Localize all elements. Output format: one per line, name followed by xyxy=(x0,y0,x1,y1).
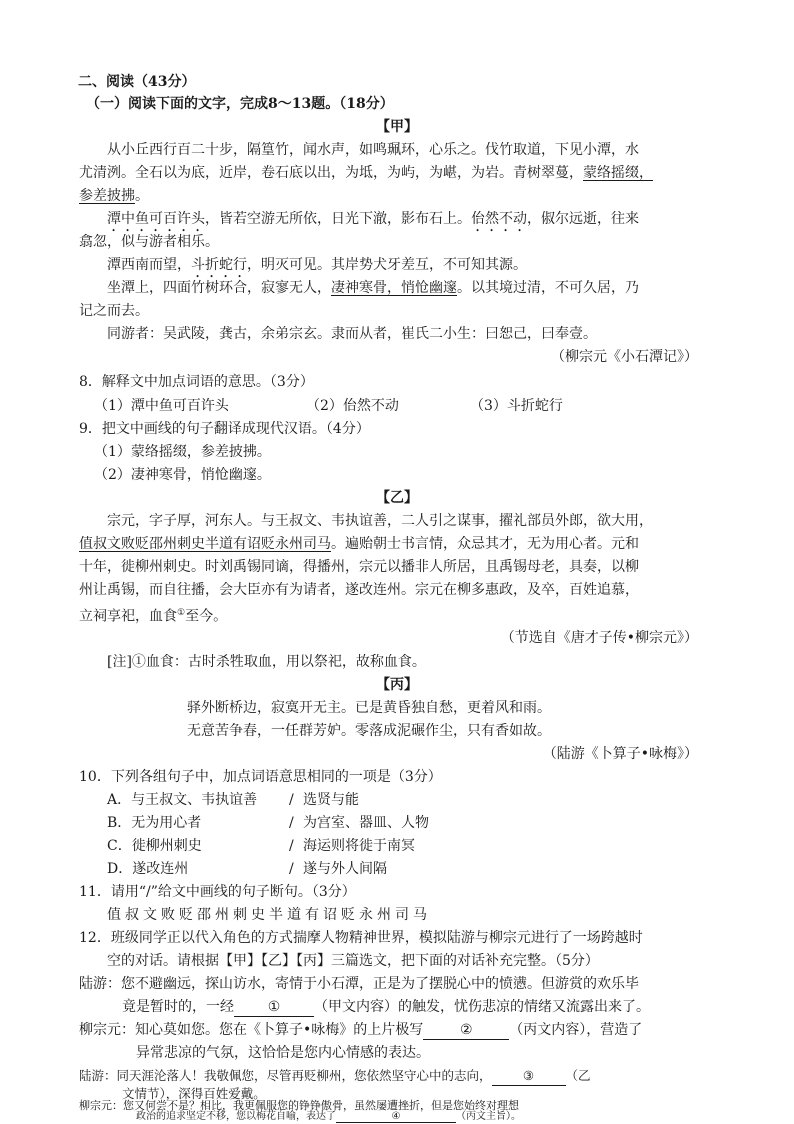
passage-yi-line: 立祠享祀，血食①至今。 xyxy=(79,608,228,625)
answer-blank-1[interactable]: ① xyxy=(234,998,314,1017)
passage-jia-line: 翕忽，似与游者相乐。 xyxy=(79,234,219,250)
passage-jia-source: （柳宗元《小石潭记》） xyxy=(551,349,698,365)
passage-yi-label: 【乙】 xyxy=(376,490,418,506)
dialogue-line: 竟是暂时的，一经 ① （甲文内容）的触发，忧伤悲凉的情绪又流露出来了。 xyxy=(122,999,650,1015)
passage-jia-line: 潭西南而望，斗折蛇行，明灭可见。其岸势犬牙差互，不可知其源。 xyxy=(107,257,527,273)
passage-jia-line: 尤清洌。全石以为底，近岸，卷石底以出，为坻，为屿，为嵁，为岩。青树翠蔓，蒙络摇缀， xyxy=(79,165,653,181)
poem-line: 驿外断桥边，寂寞开无主。已是黄昏独自愁，更着风和雨。 xyxy=(187,700,551,716)
question-11-text: 值叔文败贬邵州刺史半道有诏贬永州司马 xyxy=(107,907,431,923)
dialogue-line: 异常悲凉的气氛，这恰恰是您内心情感的表达。 xyxy=(136,1045,430,1061)
answer-blank-2[interactable]: ② xyxy=(423,1021,509,1040)
question-10-option: A．与王叔文、韦执谊善 / 选贤与能 xyxy=(107,792,359,808)
passage-yi-line: 州让禹锡，而自往播，会大臣亦有为请者，遂改连州。宗元在柳多惠政，及卒，百姓追慕， xyxy=(79,582,639,598)
answer-blank-4[interactable]: ④ xyxy=(336,1111,456,1123)
footnote-marker: ① xyxy=(177,608,186,618)
passage-jia-line: 潭中鱼可百许头，皆若空游无所依，日光下澈，影布石上。佁然不动，俶尔远逝，往来 xyxy=(107,211,639,227)
passage-jia-line: 参差披拂。 xyxy=(79,188,149,204)
question-10-option: B．无为用心者 / 为宫室、器皿、人物 xyxy=(107,815,429,831)
question-8-stem: 8．解释文中加点词语的意思。（3分） xyxy=(79,374,314,390)
section-subtitle: （一）阅读下面的文字，完成8～13题。（18分） xyxy=(86,96,394,112)
underlined-sentence: 参差披拂 xyxy=(79,188,135,204)
question-12-stem: 空的对话。请根据【甲】【乙】【丙】三篇选文，把下面的对话补充完整。（5分） xyxy=(107,953,599,969)
dialogue-line: 陆游：您不避幽远，探山访水，寄情于小石潭，正是为了摆脱心中的愤懑。但游赏的欢乐毕 xyxy=(79,976,639,992)
underlined-sentence: 蒙络摇缀， xyxy=(583,165,653,181)
underlined-sentence: 值叔文败贬邵州刺史半道有诏贬永州司马 xyxy=(79,536,331,552)
passage-yi-source: （节选自《唐才子传•柳宗元》） xyxy=(500,630,698,646)
question-10-stem: 10．下列各组句子中，加点词语意思相同的一项是（3分） xyxy=(79,769,442,785)
question-11-stem: 11．请用“/”给文中画线的句子断句。（3分） xyxy=(79,884,356,900)
passage-yi-line: 宗元，字子厚，河东人。与王叔文、韦执谊善，二人引之谋事，擢礼部员外郎，欲大用， xyxy=(107,513,653,529)
section-title: 二、阅读（43分） xyxy=(78,74,196,90)
passage-bing-label: 【丙】 xyxy=(376,677,418,693)
question-9-stem: 9．把文中画线的句子翻译成现代汉语。（4分） xyxy=(79,421,370,437)
passage-jia-line: 从小丘西行百二十步，隔篁竹，闻水声，如鸣珮环，心乐之。伐竹取道，下见小潭，水 xyxy=(107,142,639,158)
passage-jia-line: 坐潭上，四面竹树环合，寂寥无人，凄神寒骨，悄怆幽邃。以其境过清，不可久居，乃 xyxy=(107,280,639,296)
question-8-item: （3）斗折蛇行 xyxy=(470,398,563,414)
question-9-item: （1）蒙络摇缀，参差披拂。 xyxy=(94,444,271,460)
question-8-item: （2）佁然不动 xyxy=(306,398,399,414)
dialogue-line: 陆游：同天涯沦落人！我敬佩您，尽管再贬柳州，您依然坚守心中的志向， ③ （乙 xyxy=(79,1066,591,1086)
question-9-item: （2）凄神寒骨，悄怆幽邃。 xyxy=(94,467,271,483)
dotted-phrase: 佁然不动 xyxy=(471,211,527,227)
dialogue-line: 柳宗元：您又何尝不是？相比，我更佩服您的铮铮傲骨，虽然屡遭挫折，但是您始终对理想 xyxy=(79,1099,519,1112)
poem-line: 无意苦争春，一任群芳妒。零落成泥碾作尘，只有香如故。 xyxy=(187,723,551,739)
question-8-item: （1）潭中鱼可百许头 xyxy=(94,398,229,414)
question-10-option: C．徙柳州刺史 / 海运则将徙于南冥 xyxy=(107,838,415,854)
passage-bing-source: （陆游《卜算子•咏梅》） xyxy=(542,746,698,762)
dialogue-line: 文情节），深得百姓爱戴。 xyxy=(122,1086,266,1101)
dialogue-line: 政治的追求坚定不移，您以梅花自喻，表达了 ④ （丙文主旨）。 xyxy=(136,1111,521,1122)
question-10-option: D．遂改连州 / 遂与外人间隔 xyxy=(107,861,387,877)
dialogue-line: 柳宗元：知心莫如您。您在《卜算子•咏梅》的上片极写 ② （丙文内容），营造了 xyxy=(79,1022,643,1038)
answer-blank-3[interactable]: ③ xyxy=(492,1067,566,1086)
question-12-stem: 12．班级同学正以代入角色的方式揣摩人物精神世界，模拟陆游与柳宗元进行了一场跨越时 xyxy=(79,930,643,946)
passage-yi-line: 值叔文败贬邵州刺史半道有诏贬永州司马。遍贻朝士书言情，众忌其才，无为用心者。元和 xyxy=(79,536,639,552)
passage-yi-note: [注]①血食：古时杀牲取血，用以祭祀，故称血食。 xyxy=(107,654,426,670)
passage-jia-line: 记之而去。 xyxy=(79,303,149,319)
passage-jia-line: 同游者：吴武陵，龚古，余弟宗玄。隶而从者，崔氏二小生：曰恕己，曰奉壹。 xyxy=(107,326,597,342)
dotted-phrase: 潭中鱼可百许头 xyxy=(107,211,205,227)
dotted-phrase: 斗折蛇行 xyxy=(191,257,247,273)
passage-jia-label: 【甲】 xyxy=(376,119,418,135)
passage-yi-line: 十年，徙柳州刺史。时刘禹锡同谪，得播州，宗元以播非人所居，且禹锡母老，具奏，以柳 xyxy=(79,559,639,575)
underlined-sentence: 凄神寒骨，悄怆幽邃 xyxy=(331,280,457,296)
